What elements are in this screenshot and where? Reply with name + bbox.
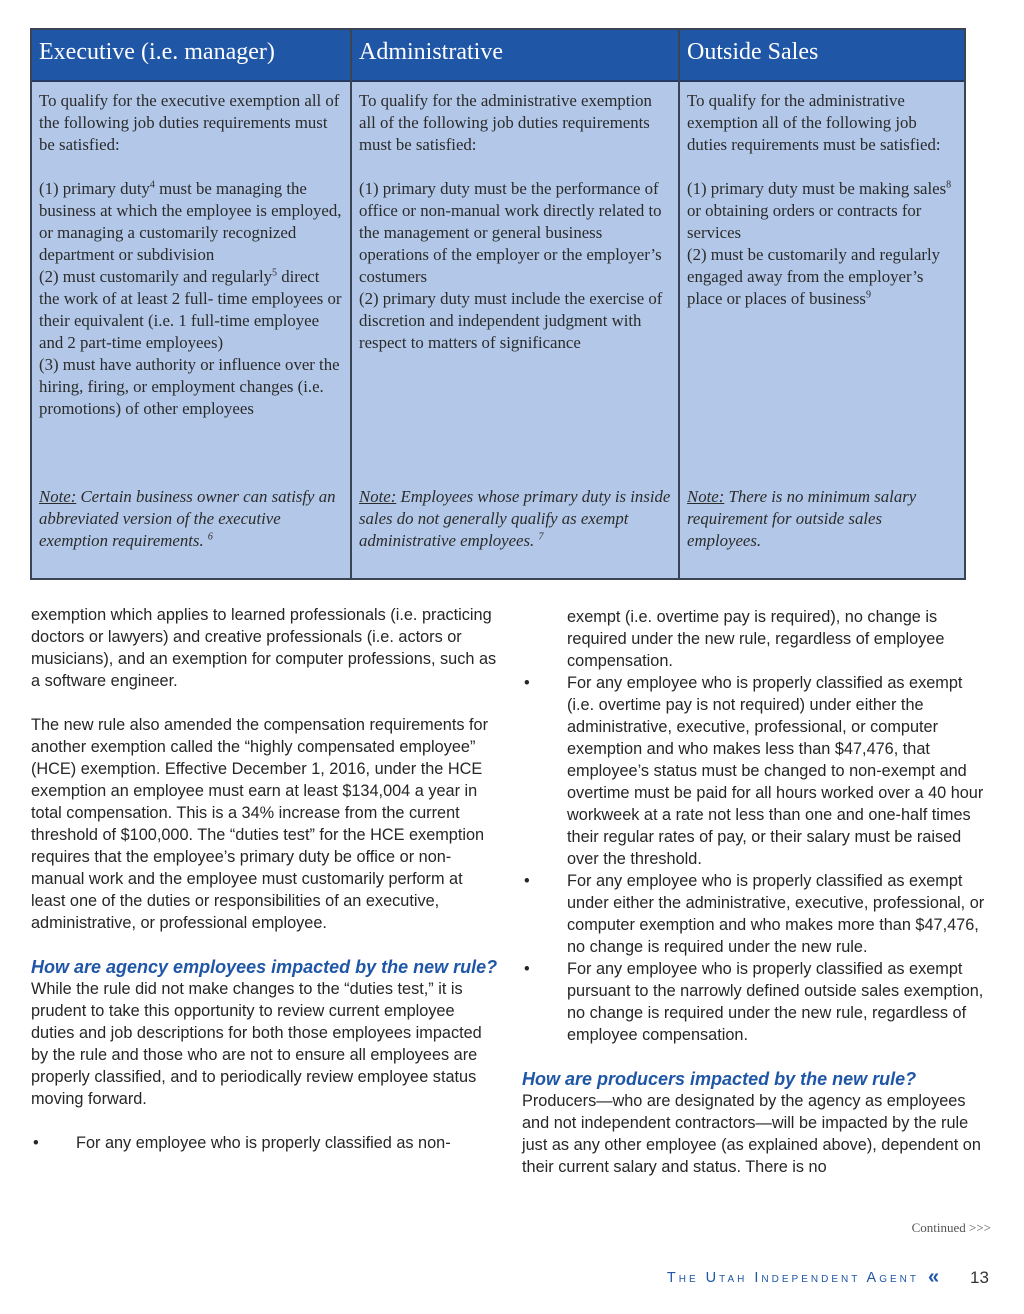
bullet-item: • For any employee who is properly classified as exempt (i.e. overtime pay is not required) under either the administrative, executive, professional, or computer exemption and who makes less than $47,476, that employee’s status must be changed to non-exempt and overtime must be paid for all hours worked over a 40 hour workweek at a rate not less than one and one-half times their regular rates of pay, or their salary must be raised over the threshold. [522, 672, 988, 870]
executive-column [32, 30, 350, 578]
outside-sales-item-1: (1) primary duty must be making sales$^8$ or obtaining orders or contracts for services [687, 179, 952, 242]
administrative-note: Note: Employees whose primary duty is inside sales do not generally qualify as exempt administrative employees. $^7$ [359, 487, 671, 550]
administrative-item-2: (2) primary duty must include the exercise of discretion and independent judgment with respect to matters of significance [359, 289, 663, 352]
executive-header: Executive (i.e. manager) [32, 30, 350, 82]
paragraph: While the rule did not make changes to the “duties test,” it is prudent to take this opportunity to review current employee duties and job descriptions for both those employees impacted by the rule and those who are not to ensure all employees are properly classified, and to periodically review employee status moving forward. [31, 980, 482, 1108]
paragraph: Producers—who are designated by the agency as employees and not independent contractors—will be impacted by the rule just as any other employee (as explained above), dependent on their current salary and status. There is no [522, 1092, 981, 1176]
executive-item-1: (1) primary duty$^4$ must be managing the business at which the employee is employed, or managing a customarily recognized department or subdivision [39, 179, 342, 264]
outside-sales-body [680, 82, 964, 310]
double-chevron-icon: « [928, 1266, 940, 1288]
executive-body [32, 82, 350, 420]
bullet-item: • For any employee who is properly classified as non- [31, 1132, 501, 1154]
executive-intro: To qualify for the executive exemption all of the following job duties requirements must be satisfied: [39, 91, 340, 154]
administrative-intro: To qualify for the administrative exemption all of the following job duties requirements must be satisfied: [359, 91, 652, 154]
outside-sales-column [678, 30, 964, 578]
outside-sales-header: Outside Sales [680, 30, 964, 82]
page-number: 13 [970, 1268, 989, 1287]
section-heading: How are agency employees impacted by the new rule? [31, 957, 498, 977]
outside-sales-intro: To qualify for the administrative exemption all of the following job duties requirements must be satisfied: [687, 91, 941, 154]
paragraph: exemption which applies to learned professionals (i.e. practicing doctors or lawyers) and creative professionals (i.e. actors or musicians), and an exemption for computer professions, such as a software engineer. [31, 606, 497, 690]
executive-item-2: (2) must customarily and regularly$^5$ direct the work of at least 2 full- time employees or their equivalent (i.e. 1 full-time employee and 2 part-time employees) [39, 267, 342, 352]
executive-item-3: (3) must have authority or influence over the hiring, firing, or employment changes (i.e. promotions) of other employees [39, 355, 340, 418]
administrative-header: Administrative [352, 30, 678, 82]
administrative-column [350, 30, 678, 578]
bullet-item: • For any employee who is properly classified as exempt pursuant to the narrowly defined outside sales exemption, no change is required under the new rule, regardless of employee compensation. [522, 958, 988, 1046]
bullet-continuation: exempt (i.e. overtime pay is required), no change is required under the new rule, regardless of employee compensation. [567, 608, 945, 670]
administrative-body [352, 82, 678, 354]
continued-label: Continued >>> [911, 1220, 991, 1235]
exemption-comparison-table [30, 28, 966, 580]
right-text-column [522, 606, 988, 1178]
publication-title: The Utah Independent Agent [666, 1270, 919, 1286]
administrative-item-1: (1) primary duty must be the performance of office or non-manual work directly related to the management or general business operations of the employer or the employer’s costumers [359, 179, 662, 286]
outside-sales-note: Note: There is no minimum salary requirement for outside sales employees. [687, 487, 917, 550]
section-heading: How are producers impacted by the new rule? [522, 1069, 917, 1089]
outside-sales-item-2: (2) must be customarily and regularly engaged away from the employer’s place or places of business$^9$ [687, 245, 941, 308]
paragraph: The new rule also amended the compensation requirements for another exemption called the “highly compensated employee” (HCE) exemption. Effective December 1, 2016, under the HCE exemption an employee must earn at least $134,004 a year in total compensation. This is a 34% increase from the current threshold of $100,000. The “duties test” for the HCE exemption requires that the employee’s primary duty be office or non-manual work and the employee must customarily perform at least one of the duties or responsibilities of an executive, administrative, or professional employee. [31, 716, 489, 932]
left-text-column [31, 604, 501, 1154]
bullet-item: • For any employee who is properly classified as exempt under either the administrative, executive, professional, or computer exemption and who makes more than $47,476, no change is required under the new rule. [522, 870, 988, 958]
executive-note: Note: Certain business owner can satisfy an abbreviated version of the executive exemption requirements. $^6$ [39, 487, 336, 550]
